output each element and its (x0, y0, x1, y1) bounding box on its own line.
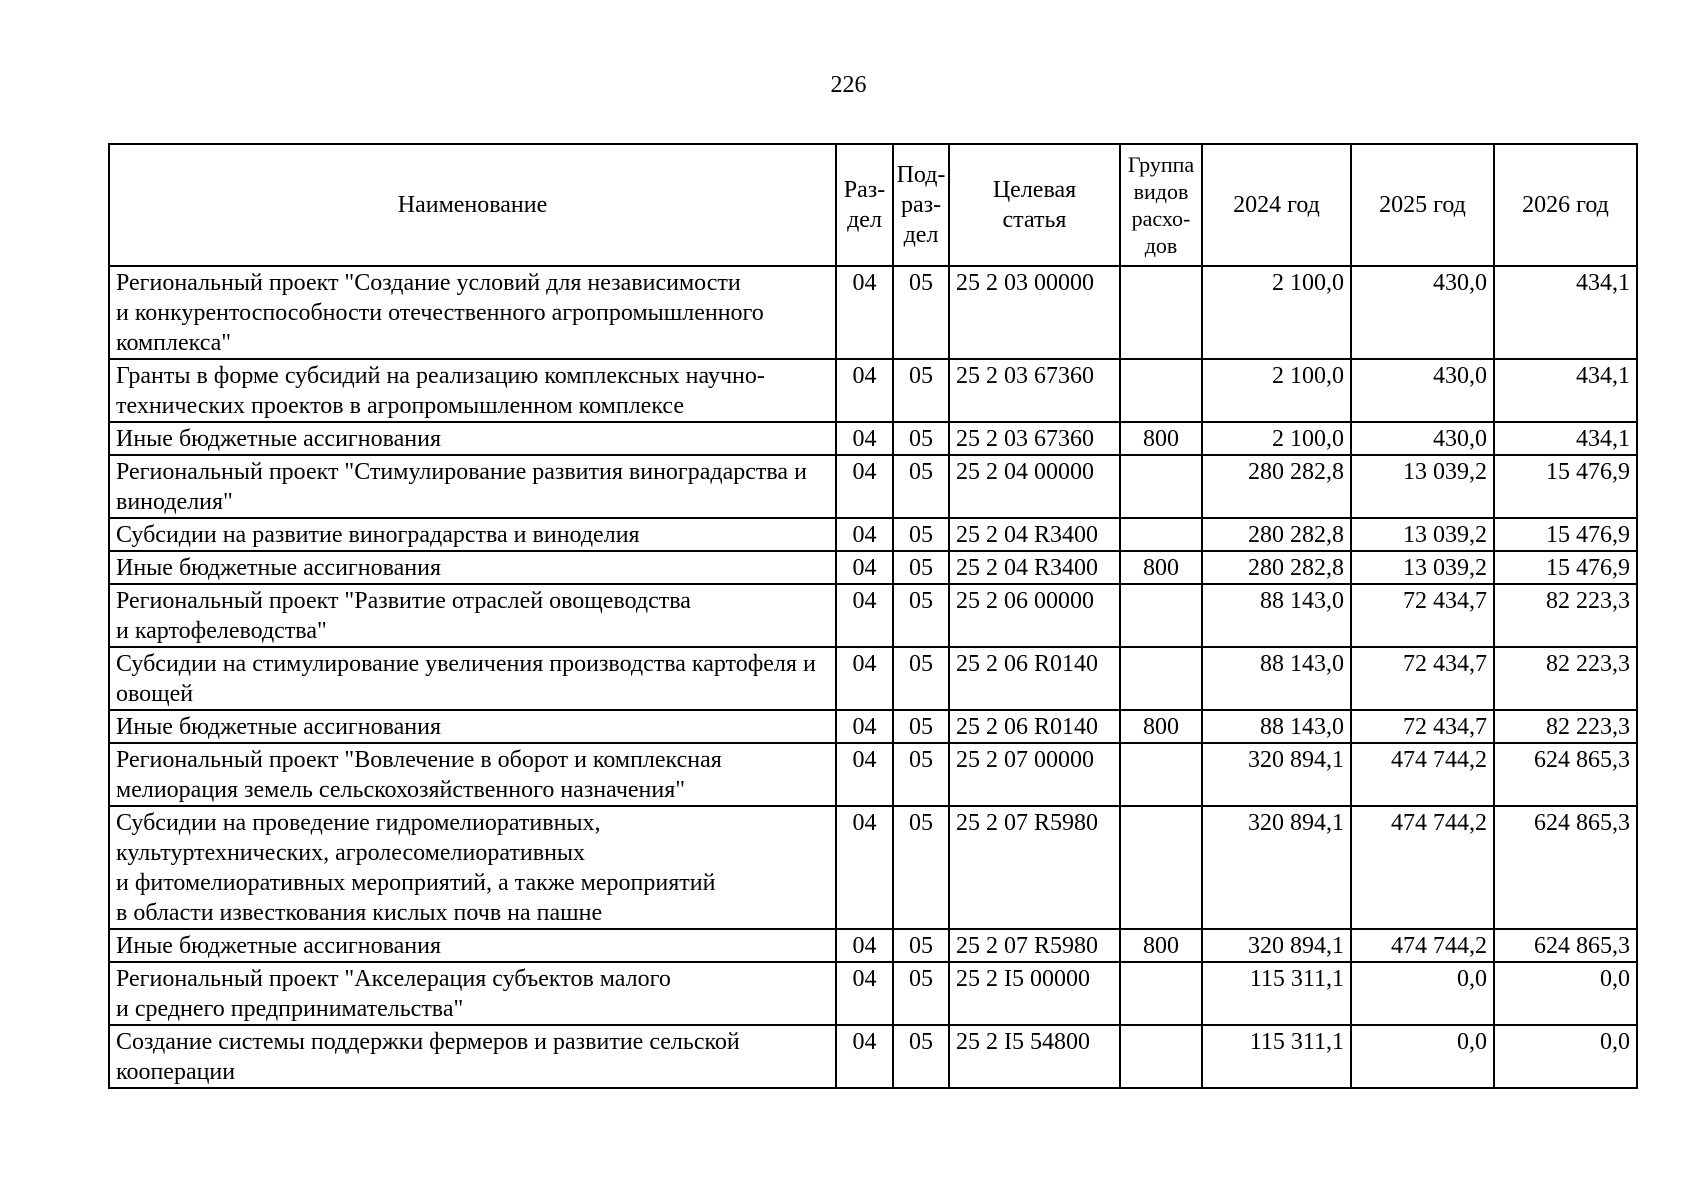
row-amount-2025: 0,0 (1351, 962, 1494, 1025)
table-row (109, 455, 1637, 518)
header-2025: 2025 год (1351, 144, 1494, 266)
row-target-article: 25 2 04 R3400 (949, 518, 1120, 551)
row-amount-2026: 624 865,3 (1494, 929, 1637, 962)
row-expense-group: 800 (1120, 710, 1202, 743)
budget-table (108, 143, 1638, 1089)
row-amount-2025: 0,0 (1351, 1025, 1494, 1088)
row-name: Региональный проект "Создание условий для независимости и конкурентоспособности отечественного агропромышленного комплекса" (109, 266, 836, 359)
row-name: Иные бюджетные ассигнования (109, 551, 836, 584)
row-name: Региональный проект "Развитие отраслей овощеводства и картофелеводства" (109, 584, 836, 647)
row-razdel: 04 (836, 647, 893, 710)
row-podrazdel: 05 (893, 359, 949, 422)
table-header-row (109, 144, 1637, 266)
row-name: Субсидии на стимулирование увеличения производства картофеля и овощей (109, 647, 836, 710)
table-row (109, 929, 1637, 962)
row-razdel: 04 (836, 359, 893, 422)
row-amount-2026: 15 476,9 (1494, 455, 1637, 518)
row-expense-group: 800 (1120, 929, 1202, 962)
row-podrazdel: 05 (893, 929, 949, 962)
row-razdel: 04 (836, 551, 893, 584)
row-expense-group (1120, 806, 1202, 929)
row-target-article: 25 2 I5 54800 (949, 1025, 1120, 1088)
row-name: Субсидии на развитие виноградарства и виноделия (109, 518, 836, 551)
row-name: Иные бюджетные ассигнования (109, 422, 836, 455)
row-amount-2026: 82 223,3 (1494, 584, 1637, 647)
row-podrazdel: 05 (893, 1025, 949, 1088)
row-amount-2024: 280 282,8 (1202, 455, 1351, 518)
row-razdel: 04 (836, 455, 893, 518)
row-amount-2025: 72 434,7 (1351, 710, 1494, 743)
row-amount-2025: 430,0 (1351, 359, 1494, 422)
row-podrazdel: 05 (893, 266, 949, 359)
row-razdel: 04 (836, 422, 893, 455)
row-target-article: 25 2 03 67360 (949, 359, 1120, 422)
row-amount-2025: 13 039,2 (1351, 551, 1494, 584)
row-podrazdel: 05 (893, 518, 949, 551)
row-amount-2024: 280 282,8 (1202, 551, 1351, 584)
row-target-article: 25 2 07 R5980 (949, 929, 1120, 962)
row-amount-2024: 280 282,8 (1202, 518, 1351, 551)
row-target-article: 25 2 07 R5980 (949, 806, 1120, 929)
table-row (109, 710, 1637, 743)
row-amount-2026: 0,0 (1494, 962, 1637, 1025)
row-podrazdel: 05 (893, 962, 949, 1025)
row-amount-2024: 115 311,1 (1202, 1025, 1351, 1088)
table-row (109, 422, 1637, 455)
row-amount-2026: 0,0 (1494, 1025, 1637, 1088)
row-razdel: 04 (836, 929, 893, 962)
table-row (109, 266, 1637, 359)
table-body (109, 266, 1637, 1088)
header-expense-group: Группа видов расхо- дов (1120, 144, 1202, 266)
table-row (109, 647, 1637, 710)
row-amount-2024: 2 100,0 (1202, 266, 1351, 359)
row-amount-2025: 13 039,2 (1351, 455, 1494, 518)
row-amount-2024: 88 143,0 (1202, 584, 1351, 647)
row-target-article: 25 2 07 00000 (949, 743, 1120, 806)
row-amount-2024: 2 100,0 (1202, 422, 1351, 455)
row-amount-2024: 2 100,0 (1202, 359, 1351, 422)
row-razdel: 04 (836, 806, 893, 929)
row-amount-2024: 320 894,1 (1202, 929, 1351, 962)
table-row (109, 806, 1637, 929)
row-target-article: 25 2 I5 00000 (949, 962, 1120, 1025)
row-podrazdel: 05 (893, 710, 949, 743)
header-name: Наименование (109, 144, 836, 266)
table-row (109, 962, 1637, 1025)
row-amount-2026: 434,1 (1494, 422, 1637, 455)
row-podrazdel: 05 (893, 806, 949, 929)
row-podrazdel: 05 (893, 647, 949, 710)
header-2024: 2024 год (1202, 144, 1351, 266)
row-amount-2024: 88 143,0 (1202, 647, 1351, 710)
header-razdel: Раз- дел (836, 144, 893, 266)
row-razdel: 04 (836, 710, 893, 743)
row-target-article: 25 2 04 R3400 (949, 551, 1120, 584)
row-razdel: 04 (836, 266, 893, 359)
row-amount-2025: 430,0 (1351, 422, 1494, 455)
row-expense-group (1120, 1025, 1202, 1088)
row-amount-2026: 15 476,9 (1494, 551, 1637, 584)
row-podrazdel: 05 (893, 743, 949, 806)
row-expense-group (1120, 647, 1202, 710)
row-amount-2026: 434,1 (1494, 359, 1637, 422)
row-expense-group (1120, 455, 1202, 518)
row-podrazdel: 05 (893, 551, 949, 584)
row-expense-group (1120, 359, 1202, 422)
row-amount-2026: 434,1 (1494, 266, 1637, 359)
row-amount-2026: 624 865,3 (1494, 806, 1637, 929)
row-razdel: 04 (836, 743, 893, 806)
row-expense-group: 800 (1120, 551, 1202, 584)
row-amount-2025: 72 434,7 (1351, 584, 1494, 647)
row-amount-2025: 430,0 (1351, 266, 1494, 359)
row-podrazdel: 05 (893, 422, 949, 455)
row-name: Региональный проект "Вовлечение в оборот и комплексная мелиорация земель сельскохозяйственного назначения" (109, 743, 836, 806)
row-expense-group (1120, 266, 1202, 359)
table-row (109, 1025, 1637, 1088)
row-expense-group (1120, 743, 1202, 806)
row-amount-2026: 82 223,3 (1494, 710, 1637, 743)
header-2026: 2026 год (1494, 144, 1637, 266)
table-row (109, 359, 1637, 422)
row-amount-2026: 15 476,9 (1494, 518, 1637, 551)
header-podrazdel: Под- раз- дел (893, 144, 949, 266)
row-amount-2024: 88 143,0 (1202, 710, 1351, 743)
row-expense-group (1120, 962, 1202, 1025)
header-target-article: Целевая статья (949, 144, 1120, 266)
row-amount-2026: 82 223,3 (1494, 647, 1637, 710)
row-amount-2026: 624 865,3 (1494, 743, 1637, 806)
row-amount-2025: 474 744,2 (1351, 929, 1494, 962)
row-amount-2025: 474 744,2 (1351, 743, 1494, 806)
row-expense-group: 800 (1120, 422, 1202, 455)
row-expense-group (1120, 584, 1202, 647)
table-row (109, 743, 1637, 806)
row-target-article: 25 2 04 00000 (949, 455, 1120, 518)
row-name: Иные бюджетные ассигнования (109, 710, 836, 743)
row-amount-2025: 474 744,2 (1351, 806, 1494, 929)
row-amount-2025: 72 434,7 (1351, 647, 1494, 710)
row-name: Иные бюджетные ассигнования (109, 929, 836, 962)
row-amount-2024: 320 894,1 (1202, 806, 1351, 929)
row-amount-2024: 320 894,1 (1202, 743, 1351, 806)
row-razdel: 04 (836, 1025, 893, 1088)
row-target-article: 25 2 06 00000 (949, 584, 1120, 647)
row-name: Создание системы поддержки фермеров и развитие сельской кооперации (109, 1025, 836, 1088)
table-row (109, 551, 1637, 584)
row-razdel: 04 (836, 518, 893, 551)
page-number: 226 (830, 72, 867, 98)
row-podrazdel: 05 (893, 584, 949, 647)
row-name: Региональный проект "Стимулирование развития виноградарства и виноделия" (109, 455, 836, 518)
table-row (109, 518, 1637, 551)
table-row (109, 584, 1637, 647)
row-target-article: 25 2 03 67360 (949, 422, 1120, 455)
row-amount-2025: 13 039,2 (1351, 518, 1494, 551)
row-razdel: 04 (836, 584, 893, 647)
row-name: Гранты в форме субсидий на реализацию комплексных научно-технических проектов в агропромышленном комплексе (109, 359, 836, 422)
row-name: Субсидии на проведение гидромелиоративных, культуртехнических, агролесомелиоративных и фитомелиоративных мероприятий, а также мероприятий в области известкования кислых почв на пашне (109, 806, 836, 929)
row-target-article: 25 2 06 R0140 (949, 647, 1120, 710)
row-expense-group (1120, 518, 1202, 551)
row-target-article: 25 2 03 00000 (949, 266, 1120, 359)
row-target-article: 25 2 06 R0140 (949, 710, 1120, 743)
row-name: Региональный проект "Акселерация субъектов малого и среднего предпринимательства" (109, 962, 836, 1025)
row-podrazdel: 05 (893, 455, 949, 518)
row-razdel: 04 (836, 962, 893, 1025)
row-amount-2024: 115 311,1 (1202, 962, 1351, 1025)
